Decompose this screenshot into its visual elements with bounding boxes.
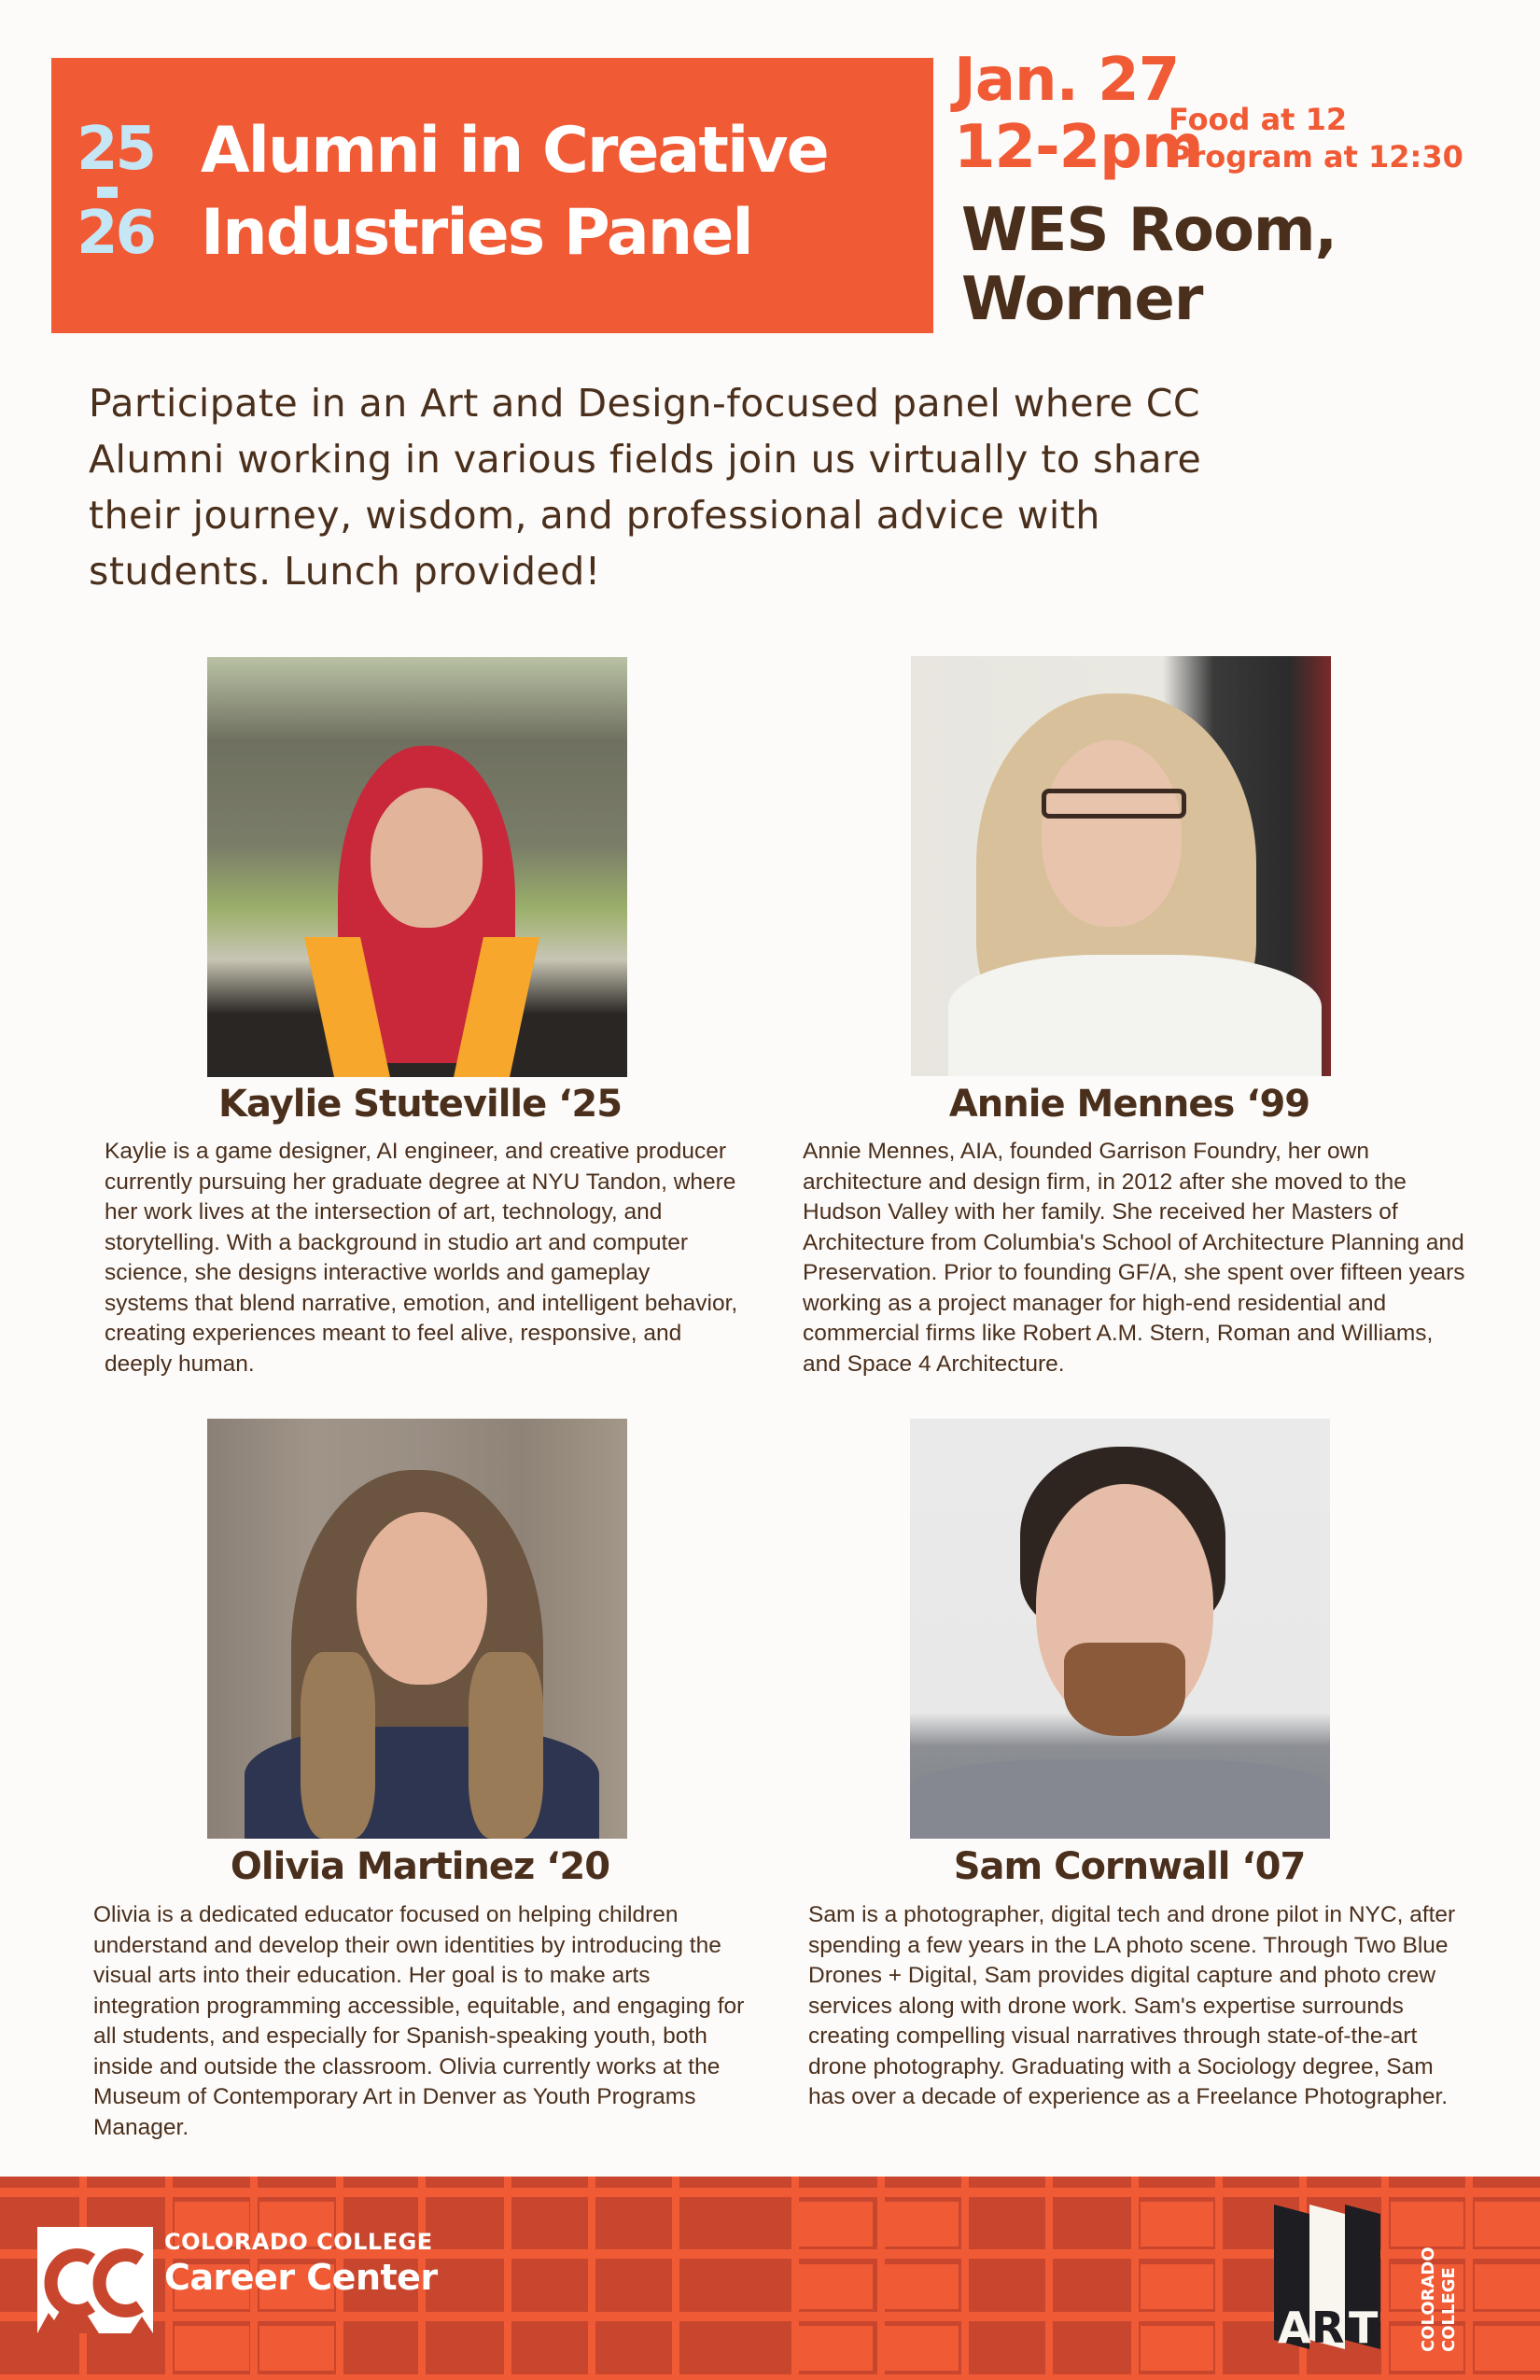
grid-cell [1141, 2264, 1213, 2309]
intro-line: their journey, wisdom, and professional advice with [89, 493, 1100, 538]
panelist-photo-kaylie [207, 657, 627, 1077]
year-end: 26 [77, 199, 155, 268]
grid-line [504, 2177, 511, 2380]
intro-line: Alumni working in various fields join us virtually to share [89, 437, 1202, 482]
cc-logo-glyph [37, 2227, 153, 2333]
panelist-name: Sam Cornwall ‘07 [953, 1845, 1306, 1888]
panelist-photo-annie [911, 656, 1331, 1076]
hair-strand-right [469, 1652, 543, 1839]
grid-cell [1141, 2202, 1213, 2247]
grid-cell [1141, 2326, 1213, 2371]
grid-cell [884, 2264, 959, 2309]
panelist-photo-olivia [207, 1419, 627, 1839]
event-datetime [954, 47, 1203, 181]
art-colorado-college-logo-icon [1274, 2205, 1423, 2354]
panelist-name: Annie Mennes ‘99 [948, 1083, 1310, 1126]
intro-line: Participate in an Art and Design-focused panel where CC [89, 381, 1201, 426]
title-line-2: Industries Panel [201, 196, 752, 270]
panelist-bio: Sam is a photographer, digital tech and drone pilot in NYC, after spending a few years in the LA photo scene. Through Two Blue Drones + Digital, Sam provides digital capture and photo crew services along with drone work. Sam's expertise surrounds creating compelling visual narratives through state-of-the-art drone photography. Graduating with a Sociology degree, Sam has over a decade of experience as a Freelance Photographer. [808, 1902, 1456, 2109]
grid-cell [259, 2326, 334, 2371]
grid-line [588, 2177, 595, 2380]
panelist-bio: Annie Mennes, AIA, founded Garrison Foundry, her own architecture and design firm, in 2012 after she moved to the Hudson Valley with her family. She received her Masters of Architecture from Columbia's School of Architecture Planning and Preservation. Prior to founding GF/A, she spent over fifteen years working as a project manager for high-end residential and commercial firms like Robert A.M. Stern, Roman and Williams, and Space 4 Architecture. [803, 1139, 1465, 1377]
title-line-1: Alumni in Creative [201, 114, 828, 188]
face-shape [371, 788, 483, 928]
event-time: 12-2pm [954, 113, 1203, 182]
panelist-name: Olivia Martinez ‘20 [230, 1845, 610, 1888]
panelist-bio: Olivia is a dedicated educator focused on helping children understand and develop their own identities by introducing the visual arts into their education. Her goal is to make arts integration programming accessible, equitable, and engaging for all students, and especially for Spanish-speaking youth, both inside and outside the classroom. Olivia currently works at the Museum of Contemporary Art in Denver as Youth Programs Manager. [93, 1902, 745, 2140]
year-dash [97, 187, 118, 198]
event-location [961, 196, 1337, 334]
panelist-bio: Kaylie is a game designer, AI engineer, and creative producer currently pursuing her graduate degree at NYU Tandon, where her work lives at the intersection of art, technology, and storytelling. With a background in studio art and computer science, she designs interactive worlds and gameplay systems that blend narrative, emotion, and intelligent behavior, creating experiences meant to feel alive, responsive, and deeply human. [105, 1139, 738, 1377]
event-title [201, 110, 828, 274]
grid-cell [884, 2202, 959, 2247]
grid-line [672, 2177, 679, 2380]
sweater-shape [245, 1727, 599, 1839]
grid-cell [798, 2202, 873, 2247]
art-logo-glyph [1274, 2205, 1423, 2354]
face-shape [357, 1512, 487, 1685]
hair-strand-left [301, 1652, 375, 1839]
grid-cell [798, 2326, 873, 2371]
grid-line [0, 2188, 1540, 2197]
grid-cell [798, 2264, 873, 2309]
grid-line [961, 2177, 969, 2380]
note-food: Food at 12 [1169, 102, 1348, 137]
cc-mountain-logo-icon [37, 2227, 153, 2333]
svg-text:A: A [1278, 2303, 1311, 2353]
grid-cell [1475, 2202, 1540, 2247]
intro-line: students. Lunch provided! [89, 549, 601, 594]
svg-text:T: T [1349, 2303, 1379, 2353]
grid-cell [175, 2326, 249, 2371]
art-logo-side-text [1419, 2221, 1475, 2352]
schedule-notes [1169, 101, 1463, 175]
location-line-2: Worner [961, 265, 1203, 334]
grid-cell [1475, 2326, 1540, 2371]
svg-text:R: R [1311, 2303, 1345, 2353]
event-date: Jan. 27 [954, 46, 1180, 115]
grid-cell [1475, 2264, 1540, 2309]
beard-shape [1064, 1643, 1185, 1736]
org-name: COLORADO COLLEGE [164, 2229, 433, 2255]
department-name: Career Center [164, 2257, 438, 2298]
note-program: Program at 12:30 [1169, 139, 1463, 175]
intro-paragraph [89, 375, 1433, 599]
face-shape [1042, 740, 1182, 927]
year-start: 25 [77, 115, 155, 184]
panelist-photo-sam [910, 1419, 1330, 1839]
grid-line [1215, 2177, 1223, 2380]
grid-line [1131, 2177, 1139, 2380]
shirt-shape [948, 955, 1322, 1076]
art-side-line-1: COLORADO [1419, 2247, 1438, 2352]
location-line-1: WES Room, [961, 196, 1337, 265]
grid-line [0, 2374, 1540, 2380]
panelist-name: Kaylie Stuteville ‘25 [217, 1083, 623, 1126]
glasses-shape [1042, 789, 1186, 819]
tshirt-shape [910, 1759, 1330, 1839]
grid-line [1045, 2177, 1053, 2380]
art-side-line-2: COLLEGE [1439, 2267, 1459, 2352]
grid-cell [884, 2326, 959, 2371]
